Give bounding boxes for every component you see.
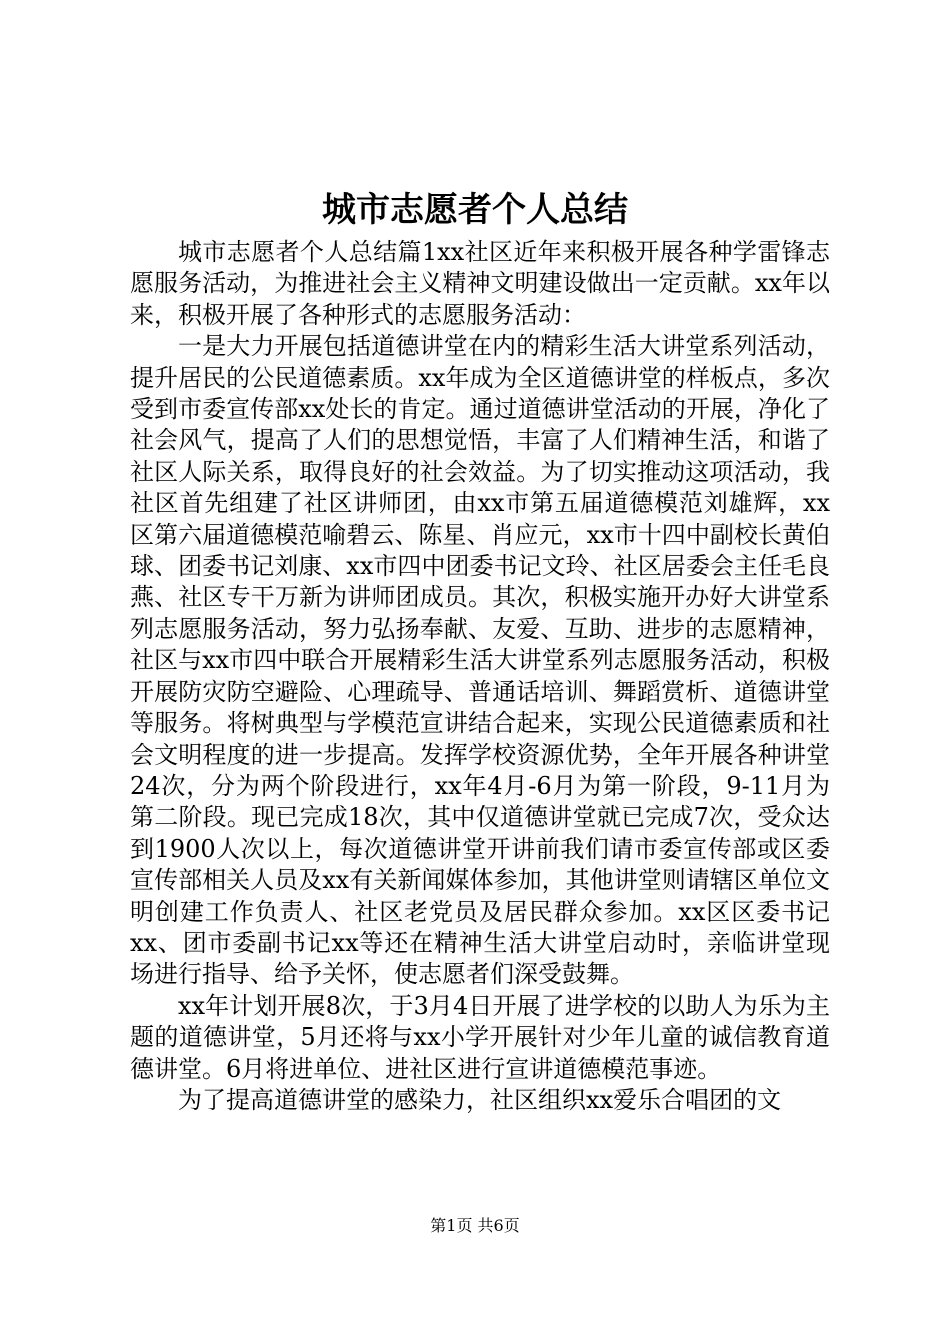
document-body <box>130 237 830 1116</box>
paragraph-annual-plan: xx年计划开展8次，于3月4日开展了进学校的以助人为乐为主题的道德讲堂，5月还将与xx小学开展针对少年儿童的诚信教育道德讲堂。6月将进单位、进社区进行宣讲道德模范事迹。 <box>130 991 830 1083</box>
document-title: 城市志愿者个人总结 <box>322 190 628 230</box>
paragraph-lecture-activities: 一是大力开展包括道德讲堂在内的精彩生活大讲堂系列活动，提升居民的公民道德素质。xx年成为全区道德讲堂的样板点，多次受到市委宣传部xx处长的肯定。通过道德讲堂活动的开展，净化了社会风气，提高了人们的思想觉悟，丰富了人们精神生活，和谐了社区人际关系，取得良好的社会效益。为了切实推动这项活动，我社区首先组建了社区讲师团，由xx市第五届道德模范刘雄辉，xx区第六届道德模范喻碧云、陈星、肖应元，xx市十四中副校长黄伯球、团委书记刘康、xx市四中团委书记文玲、社区居委会主任毛良燕、社区专干万新为讲师团成员。其次，积极实施开办好大讲堂系列志愿服务活动，努力弘扬奉献、友爱、互助、进步的志愿精神，社区与xx市四中联合开展精彩生活大讲堂系列志愿服务活动，积极开展防灾防空避险、心理疏导、普通话培训、舞蹈赏析、道德讲堂等服务。将树典型与学模范宣讲结合起来，实现公民道德素质和社会文明程度的进一步提高。发挥学校资源优势，全年开展各种讲堂24次，分为两个阶段进行，xx年4月-6月为第一阶段，9-11月为第二阶段。现已完成18次，其中仅道德讲堂就已完成7次，受众达到1900人次以上，每次道德讲堂开讲前我们请市委宣传部或区委宣传部相关人员及xx有关新闻媒体参加，其他讲堂则请辖区单位文明创建工作负责人、社区老党员及居民群众参加。xx区区委书记xx、团市委副书记xx等还在精神生活大讲堂启动时，亲临讲堂现场进行指导、给予关怀，使志愿者们深受鼓舞。 <box>130 332 830 989</box>
page-number-footer: 第1页 共6页 <box>430 1216 520 1235</box>
paragraph-intro: 城市志愿者个人总结篇1xx社区近年来积极开展各种学雷锋志愿服务活动，为推进社会主义精神文明建设做出一定贡献。xx年以来，积极开展了各种形式的志愿服务活动： <box>130 238 830 329</box>
paragraph-choir: 为了提高道德讲堂的感染力，社区组织xx爱乐合唱团的文 <box>178 1085 782 1114</box>
